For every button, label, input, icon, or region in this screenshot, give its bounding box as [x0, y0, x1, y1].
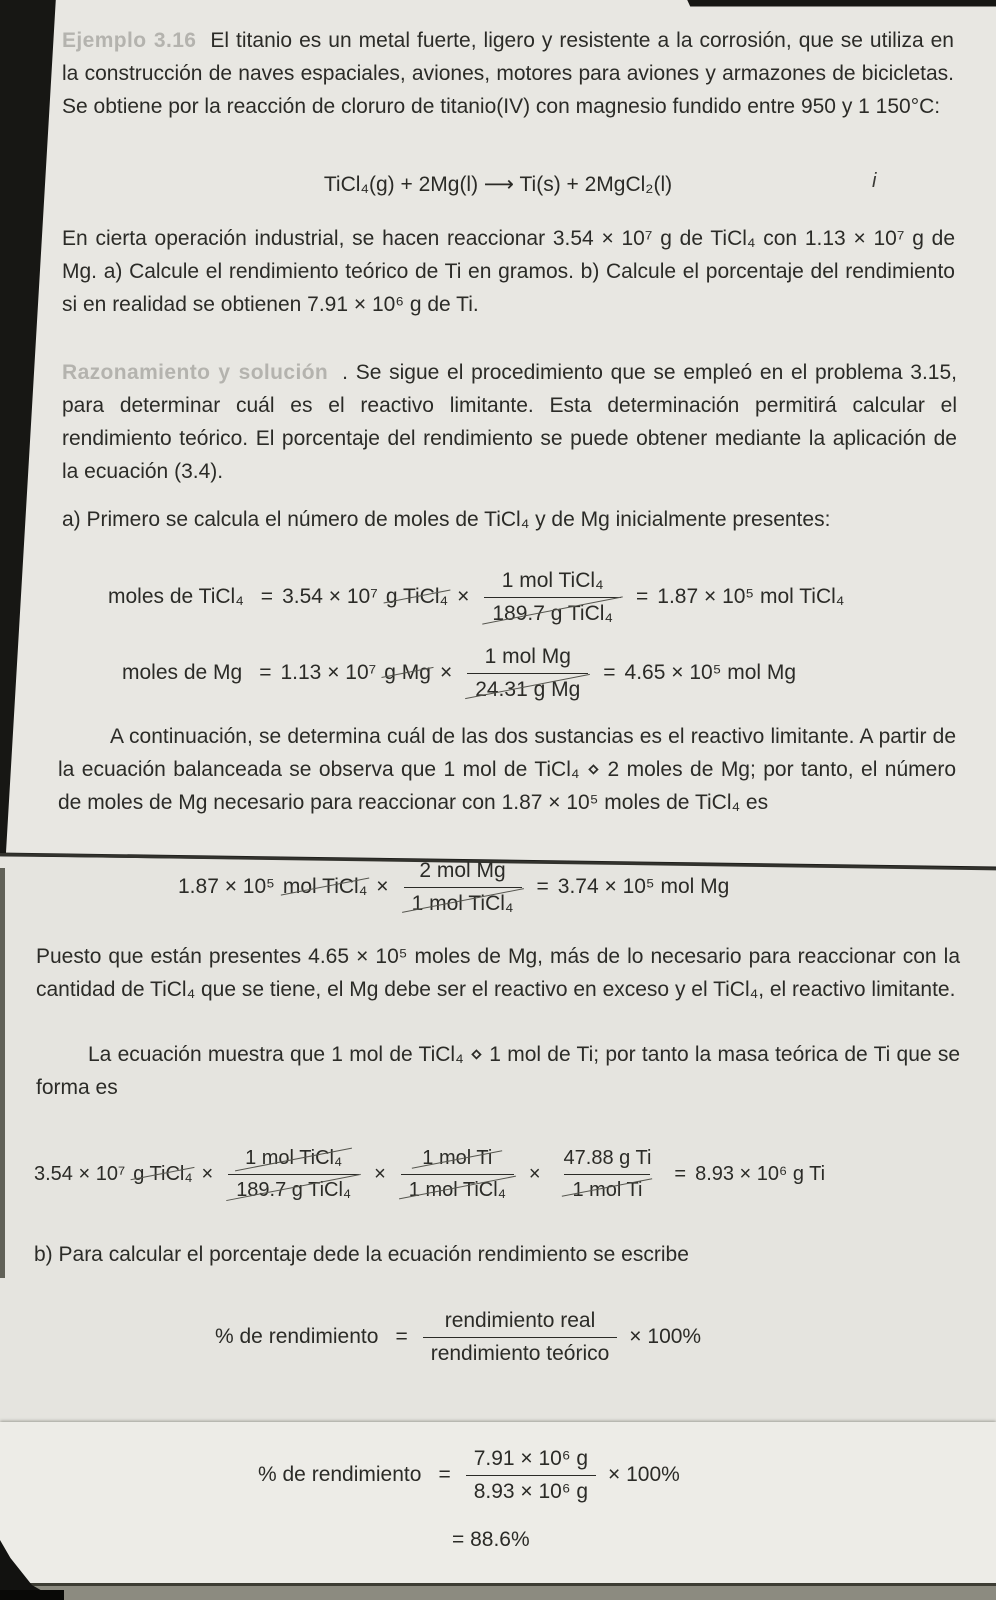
- fraction-numerator: 2 mol Mg: [419, 858, 506, 882]
- fraction-numerator: 47.88 g Ti: [563, 1146, 652, 1169]
- part-b-line: b) Para calcular el porcentaje dede la ecuación rendimiento se escribe: [34, 1243, 689, 1266]
- times-sign: ×: [201, 1162, 214, 1185]
- equals-sign: =: [260, 585, 274, 608]
- intro-paragraph: [62, 24, 954, 123]
- fraction-denominator: 189.7 g TiCl₄: [228, 1174, 359, 1202]
- eq-lhs: % de rendimiento: [258, 1463, 422, 1486]
- eq-coefficient: 1.87 × 10⁵: [178, 875, 275, 898]
- cancelled-unit: mol TiCl₄: [282, 875, 368, 898]
- eq-coefficient: 3.54 × 10⁷: [282, 585, 378, 608]
- equals-sign: =: [438, 1463, 451, 1486]
- equals-sign: =: [636, 585, 649, 608]
- stray-mark: i: [872, 170, 877, 192]
- fraction: [228, 1147, 359, 1202]
- reaction-text: TiCl₄(g) + 2Mg(l) ⟶ Ti(s) + 2MgCl₂(l): [323, 173, 673, 196]
- reaction-equation: [0, 172, 996, 197]
- times-sign: ×: [439, 661, 453, 684]
- scan-bottom-artifact: [0, 1590, 64, 1600]
- fraction-denominator: 8.93 × 10⁶ g: [466, 1475, 596, 1504]
- part-a-line: a) Primero se calcula el número de moles de TiCl₄ y de Mg inicialmente presentes:: [62, 508, 831, 531]
- equation-moles-ticl4: [108, 560, 844, 634]
- fraction-denominator: rendimiento teórico: [423, 1337, 618, 1366]
- times-sign: ×: [528, 1162, 541, 1185]
- fraction: [423, 1309, 618, 1366]
- cancelled-unit: g TiCl₄: [385, 585, 449, 608]
- equation-theoretical-mass: [34, 1132, 825, 1216]
- reasoning-paragraph: [62, 356, 957, 488]
- eq-coefficient: 1.13 × 10⁷: [280, 661, 377, 684]
- eq-coefficient: 3.54 × 10⁷: [34, 1162, 126, 1185]
- limiting-paragraph: A continuación, se determina cuál de las dos sustancias es el reactivo limitante. A partir de la ecuación balanceada se observa que 1 mol de TiCl₄ ⋄ 2 moles de Mg; por tanto, el número de moles de Mg necesario para reaccionar con 1.87 × 10⁵ moles de TiCl₄ es: [58, 725, 956, 814]
- fraction-numerator: rendimiento real: [444, 1308, 596, 1332]
- fraction-denominator: 189.7 g TiCl₄: [484, 597, 621, 626]
- fraction: [401, 1147, 514, 1202]
- scan-edge-shadow: [0, 868, 5, 1278]
- equation-moles-mg: [122, 636, 796, 710]
- fraction-denominator: 24.31 g Mg: [467, 673, 588, 702]
- eq-lhs: moles de Mg: [122, 661, 243, 684]
- problem-paragraph: En cierta operación industrial, se hacen reaccionar 3.54 × 10⁷ g de TiCl₄ con 1.13 × 10⁷ g de Mg. a) Calcule el rendimiento teórico de Ti en gramos. b) Calcule el porcentaje del rendimiento si en realidad se obtienen 7.91 × 10⁶ g de Ti.: [62, 227, 955, 316]
- eq-tail: × 100%: [629, 1325, 702, 1348]
- equals-sign: =: [259, 661, 272, 684]
- fraction: [404, 859, 522, 916]
- scanner-background-strip: [0, 1583, 996, 1600]
- final-result: = 88.6%: [452, 1528, 530, 1551]
- eq-result: 4.65 × 10⁵ mol Mg: [624, 661, 797, 684]
- equation-percent-yield-definition: [215, 1298, 709, 1376]
- cancelled-unit: g Mg: [384, 661, 431, 684]
- fraction-denominator: 1 mol TiCl₄: [404, 887, 522, 916]
- eq-result: 8.93 × 10⁶ g Ti: [695, 1162, 826, 1185]
- example-label: Ejemplo 3.16: [62, 29, 197, 52]
- fraction-numerator: 1 mol Mg: [484, 644, 571, 668]
- excess-paragraph: Puesto que están presentes 4.65 × 10⁵ moles de Mg, más de lo necesario para reaccionar con la cantidad de TiCl₄ que se tiene, el Mg debe ser el reactivo en exceso y el TiCl₄, el reactivo limitante.: [36, 945, 960, 1001]
- equals-sign: =: [603, 661, 616, 684]
- equals-sign: =: [536, 875, 549, 898]
- times-sign: ×: [376, 875, 389, 898]
- eq-tail: × 100%: [608, 1463, 680, 1486]
- fraction: [484, 569, 621, 626]
- fraction: [556, 1147, 660, 1202]
- equals-sign: =: [674, 1162, 687, 1185]
- cancelled-unit: g TiCl₄: [133, 1162, 193, 1185]
- fraction: [467, 645, 588, 702]
- eq-lhs: % de rendimiento: [215, 1325, 379, 1348]
- theoretical-paragraph: La ecuación muestra que 1 mol de TiCl₄ ⋄ 1 mol de Ti; por tanto la masa teórica de Ti que se forma es: [36, 1043, 960, 1099]
- equals-sign: =: [395, 1325, 408, 1348]
- reasoning-text: . Se sigue el procedimiento que se empleó en el problema 3.15, para determinar cuál es el reactivo limitante. Esta determinación permitirá calcular el rendimiento teórico. El porcentaje del rendimiento se puede obtener mediante la aplicación de la ecuación (3.4).: [62, 361, 957, 483]
- eq-lhs: moles de TiCl₄: [108, 585, 244, 608]
- times-sign: ×: [457, 585, 470, 608]
- reasoning-label: Razonamiento y solución: [62, 361, 329, 384]
- fraction-numerator: 7.91 × 10⁶ g: [473, 1446, 589, 1470]
- fraction: [466, 1447, 596, 1504]
- fraction-numerator: 1 mol TiCl₄: [237, 1147, 350, 1174]
- fraction-denominator: 1 mol TiCl₄: [401, 1174, 514, 1202]
- fraction-denominator: 1 mol Ti: [564, 1174, 650, 1202]
- equation-mol-mg-needed: [178, 848, 729, 926]
- eq-result: 1.87 × 10⁵ mol TiCl₄: [657, 585, 845, 608]
- times-sign: ×: [374, 1162, 386, 1185]
- fraction-numerator: 1 mol TiCl₄: [501, 568, 604, 592]
- equation-percent-yield-value: [258, 1436, 688, 1514]
- intro-text: El titanio es un metal fuerte, ligero y resistente a la corrosión, que se utiliza en la construcción de naves espaciales, aviones, motores para aviones y armazones de bicicletas. Se obtiene por la reacción de cloruro de titanio(IV) con magnesio fundido entre 950 y 1 150°C:: [62, 29, 954, 118]
- fraction-numerator: 1 mol Ti: [414, 1147, 500, 1174]
- eq-result: 3.74 × 10⁵ mol Mg: [557, 875, 730, 898]
